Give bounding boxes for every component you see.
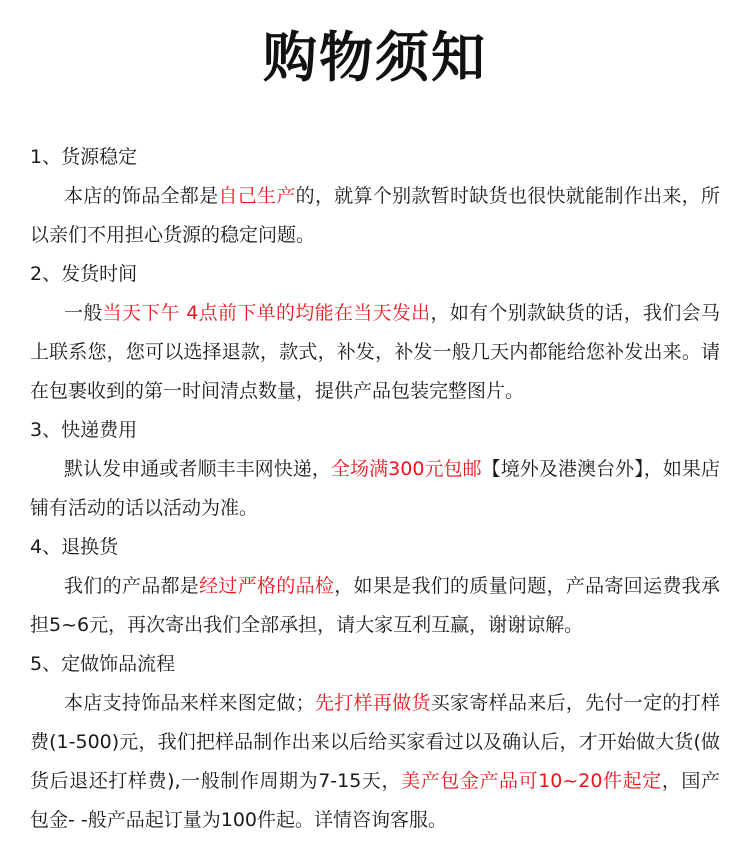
section-heading: 2、发货时间	[30, 263, 138, 285]
body-text: ，如果是我们的质量问题，产品寄回运费我承担5~6元，再次寄出我们全部承担，请大家互利互赢，谢谢谅解。	[30, 575, 720, 636]
section-shipping-fee	[30, 411, 720, 528]
section-body	[30, 450, 720, 528]
body-text: 本店支持饰品来样来图定做；	[64, 692, 315, 714]
section-heading: 4、退换货	[30, 536, 119, 558]
body-text: 的，就算个别款暂时缺货也很快就能制作出来，所以亲们不用担心货源的稳定问题。	[30, 185, 720, 246]
highlight-text: 美产包金产品可10~20件起定	[401, 770, 662, 792]
section-heading: 3、快递费用	[30, 419, 138, 441]
body-text: 买家寄样品来后，先付一定的打样费(1-500)元，我们把样品制作出来以后给买家看过以及确认后，才开始做大货(做货后退还打样费),一般制作周期为7-15天，	[30, 692, 720, 792]
highlight-text: 全场满300元包邮	[330, 458, 482, 480]
body-text: ，国产包金- -般产品起订量为100件起。详情咨询客服。	[30, 770, 720, 831]
section-heading: 5、定做饰品流程	[30, 653, 176, 675]
body-text: 【境外及港澳台外】，如果店铺有活动的话以活动为准。	[30, 458, 720, 519]
body-text: 我们的产品都是	[64, 575, 200, 597]
section-custom-order	[30, 645, 720, 840]
highlight-text: 经过严格的品检	[199, 575, 335, 597]
section-body	[30, 567, 720, 645]
section-shipping-time	[30, 255, 720, 411]
highlight-text: 自己生产	[218, 185, 296, 207]
section-body	[30, 177, 720, 255]
section-returns	[30, 528, 720, 645]
body-text: 本店的饰品全都是	[64, 185, 219, 207]
highlight-text: 当天下午 4点前下单的均能在当天发出	[102, 302, 431, 324]
body-text: 默认发申通或者顺丰丰网快递，	[64, 458, 331, 480]
highlight-text: 先打样再做货	[314, 692, 431, 714]
section-body	[30, 684, 720, 840]
body-text: 一般	[64, 302, 103, 324]
section-body	[30, 294, 720, 411]
section-supply	[30, 138, 720, 255]
page-title: 购物须知	[263, 26, 487, 89]
body-text: ，如有个别款缺货的话，我们会马上联系您，您可以选择退款，款式，补发，补发一般几天内都能给您补发出来。请在包裹收到的第一时间清点数量，提供产品包装完整图片。	[30, 302, 720, 402]
notice-content	[30, 138, 720, 840]
section-heading: 1、货源稳定	[30, 146, 138, 168]
